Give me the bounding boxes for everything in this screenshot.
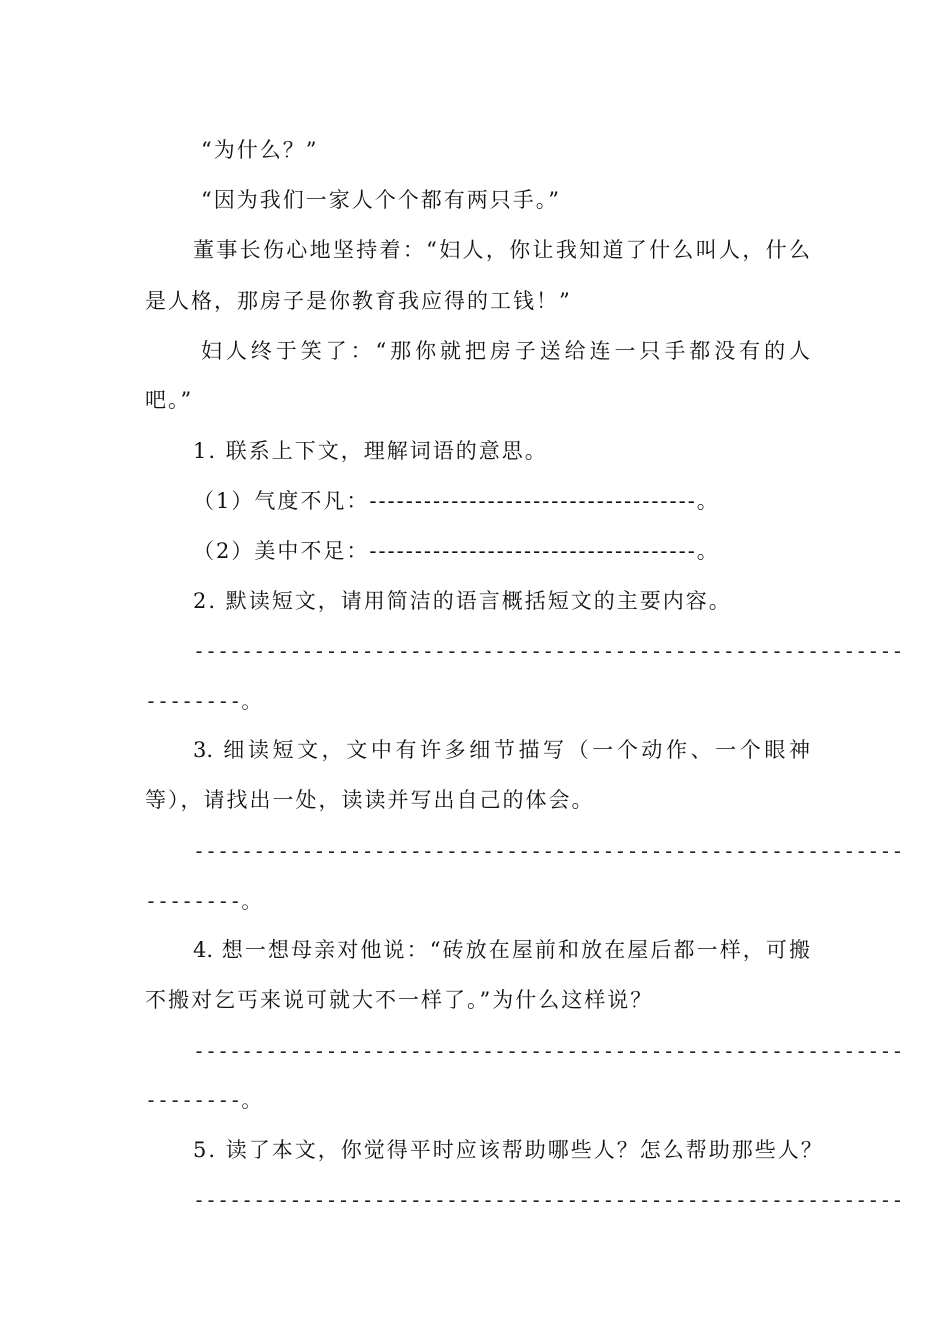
question-4-cont: 不搬对乞丐来说可就大不一样了。”为什么这样说？ (145, 988, 654, 1012)
dialogue-line: “因为我们一家人个个都有两只手。” (201, 188, 561, 212)
question-5: 5. 读了本文，你觉得平时应该帮助哪些人？怎么帮助那些人？ (193, 1138, 824, 1162)
question-3-cont: 等），请找出一处，读读并写出自己的体会。 (145, 788, 595, 812)
question-1-item-2: （2）美中不足：------------------------------------。 (193, 539, 720, 563)
paragraph-line: 是人格，那房子是你教育我应得的工钱！” (145, 289, 572, 313)
question-2: 2. 默读短文，请用简洁的语言概括短文的主要内容。 (193, 589, 732, 613)
paragraph-line: 妇人终于笑了：“那你就把房子送给连一只手都没有的人 (201, 339, 810, 363)
answer-blank[interactable]: ----------------------------------------------------------- (193, 1039, 904, 1063)
dialogue-line: “为什么？” (201, 138, 319, 162)
question-1: 1. 联系上下文，理解词语的意思。 (193, 439, 548, 463)
answer-blank-end[interactable]: --------。 (145, 889, 262, 913)
answer-blank-end[interactable]: --------。 (145, 689, 262, 713)
question-3: 3. 细读短文，文中有许多细节描写（一个动作、一个眼神 (193, 738, 810, 762)
answer-blank[interactable]: ----------------------------------------------------------- (193, 639, 904, 663)
answer-blank-end[interactable]: --------。 (145, 1088, 262, 1112)
question-1-item-1: （1）气度不凡：------------------------------------。 (193, 489, 720, 513)
answer-blank[interactable]: ----------------------------------------------------------- (193, 839, 904, 863)
question-4: 4. 想一想母亲对他说：“砖放在屋前和放在屋后都一样，可搬 (193, 938, 810, 962)
answer-blank[interactable]: ----------------------------------------------------------- (193, 1188, 904, 1212)
paragraph-line: 董事长伤心地坚持着：“妇人，你让我知道了什么叫人，什么 (193, 238, 810, 262)
paragraph-line: 吧。” (145, 388, 194, 412)
